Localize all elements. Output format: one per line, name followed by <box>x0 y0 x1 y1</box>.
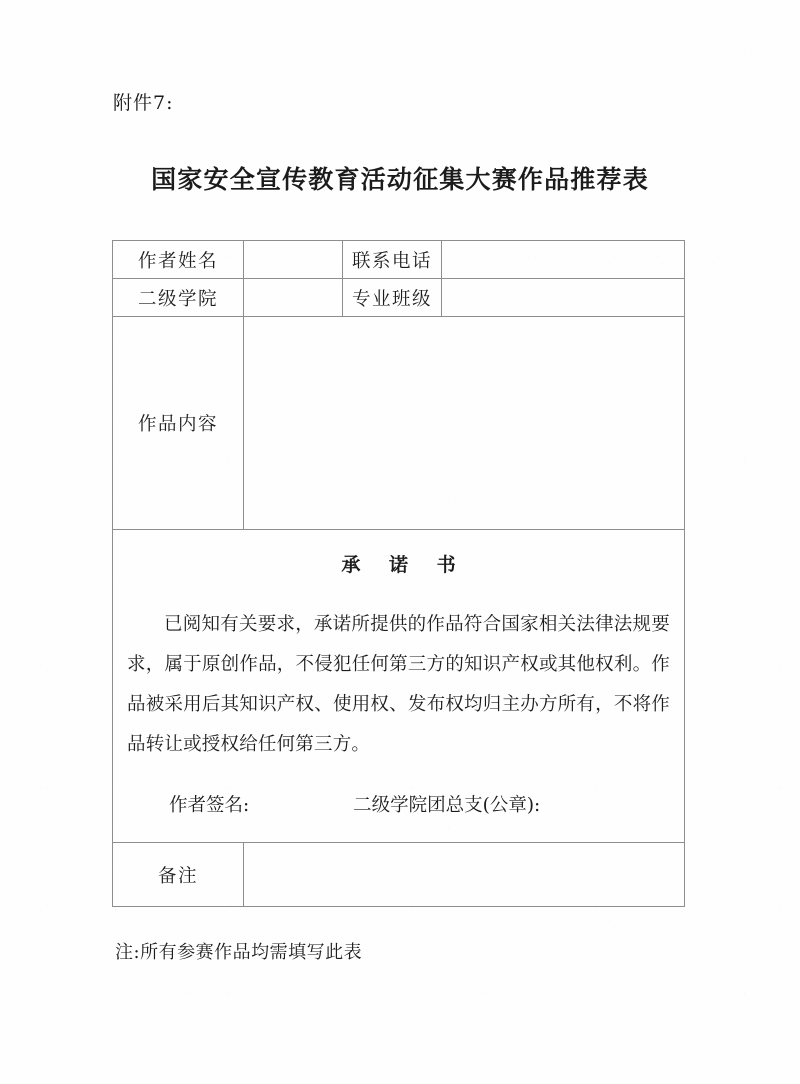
field-work-content[interactable] <box>244 317 685 530</box>
label-author-name: 作者姓名 <box>113 241 244 279</box>
table-row-pledge <box>113 530 685 843</box>
footnote-note: 注:所有参赛作品均需填写此表 <box>115 942 363 963</box>
field-remark[interactable] <box>244 843 685 907</box>
label-contact-phone: 联系电话 <box>343 241 442 279</box>
pledge-section <box>113 530 685 843</box>
table-row-college <box>113 279 685 317</box>
field-contact-phone[interactable] <box>442 241 685 279</box>
table-row-work-content <box>113 317 685 530</box>
table-row-author <box>113 241 685 279</box>
page-title: 国家安全宣传教育活动征集大赛作品推荐表 <box>151 165 649 194</box>
label-major-class: 专业班级 <box>343 279 442 317</box>
label-college-seal[interactable]: 二级学院团总支(公章): <box>353 795 541 816</box>
label-author-signature[interactable]: 作者签名: <box>169 795 250 816</box>
field-author-name[interactable] <box>244 241 343 279</box>
recommendation-form-table <box>112 240 685 907</box>
pledge-body-text: 已阅知有关要求，承诺所提供的作品符合国家相关法律法规要求，属于原创作品，不侵犯任何第三方的知识产权或其他权利。作品被采用后其知识产权、使用权、发布权均归主办方所有，不将作品转让或授权给任何第三方。 <box>127 614 670 755</box>
label-work-content: 作品内容 <box>113 317 244 530</box>
pledge-heading: 承 诺 书 <box>341 554 467 576</box>
label-secondary-college: 二级学院 <box>113 279 244 317</box>
attachment-label: 附件7: <box>113 92 174 114</box>
signature-row <box>123 791 674 817</box>
field-secondary-college[interactable] <box>244 279 343 317</box>
field-major-class[interactable] <box>442 279 685 317</box>
label-remark: 备注 <box>113 843 244 907</box>
table-row-remark <box>113 843 685 907</box>
